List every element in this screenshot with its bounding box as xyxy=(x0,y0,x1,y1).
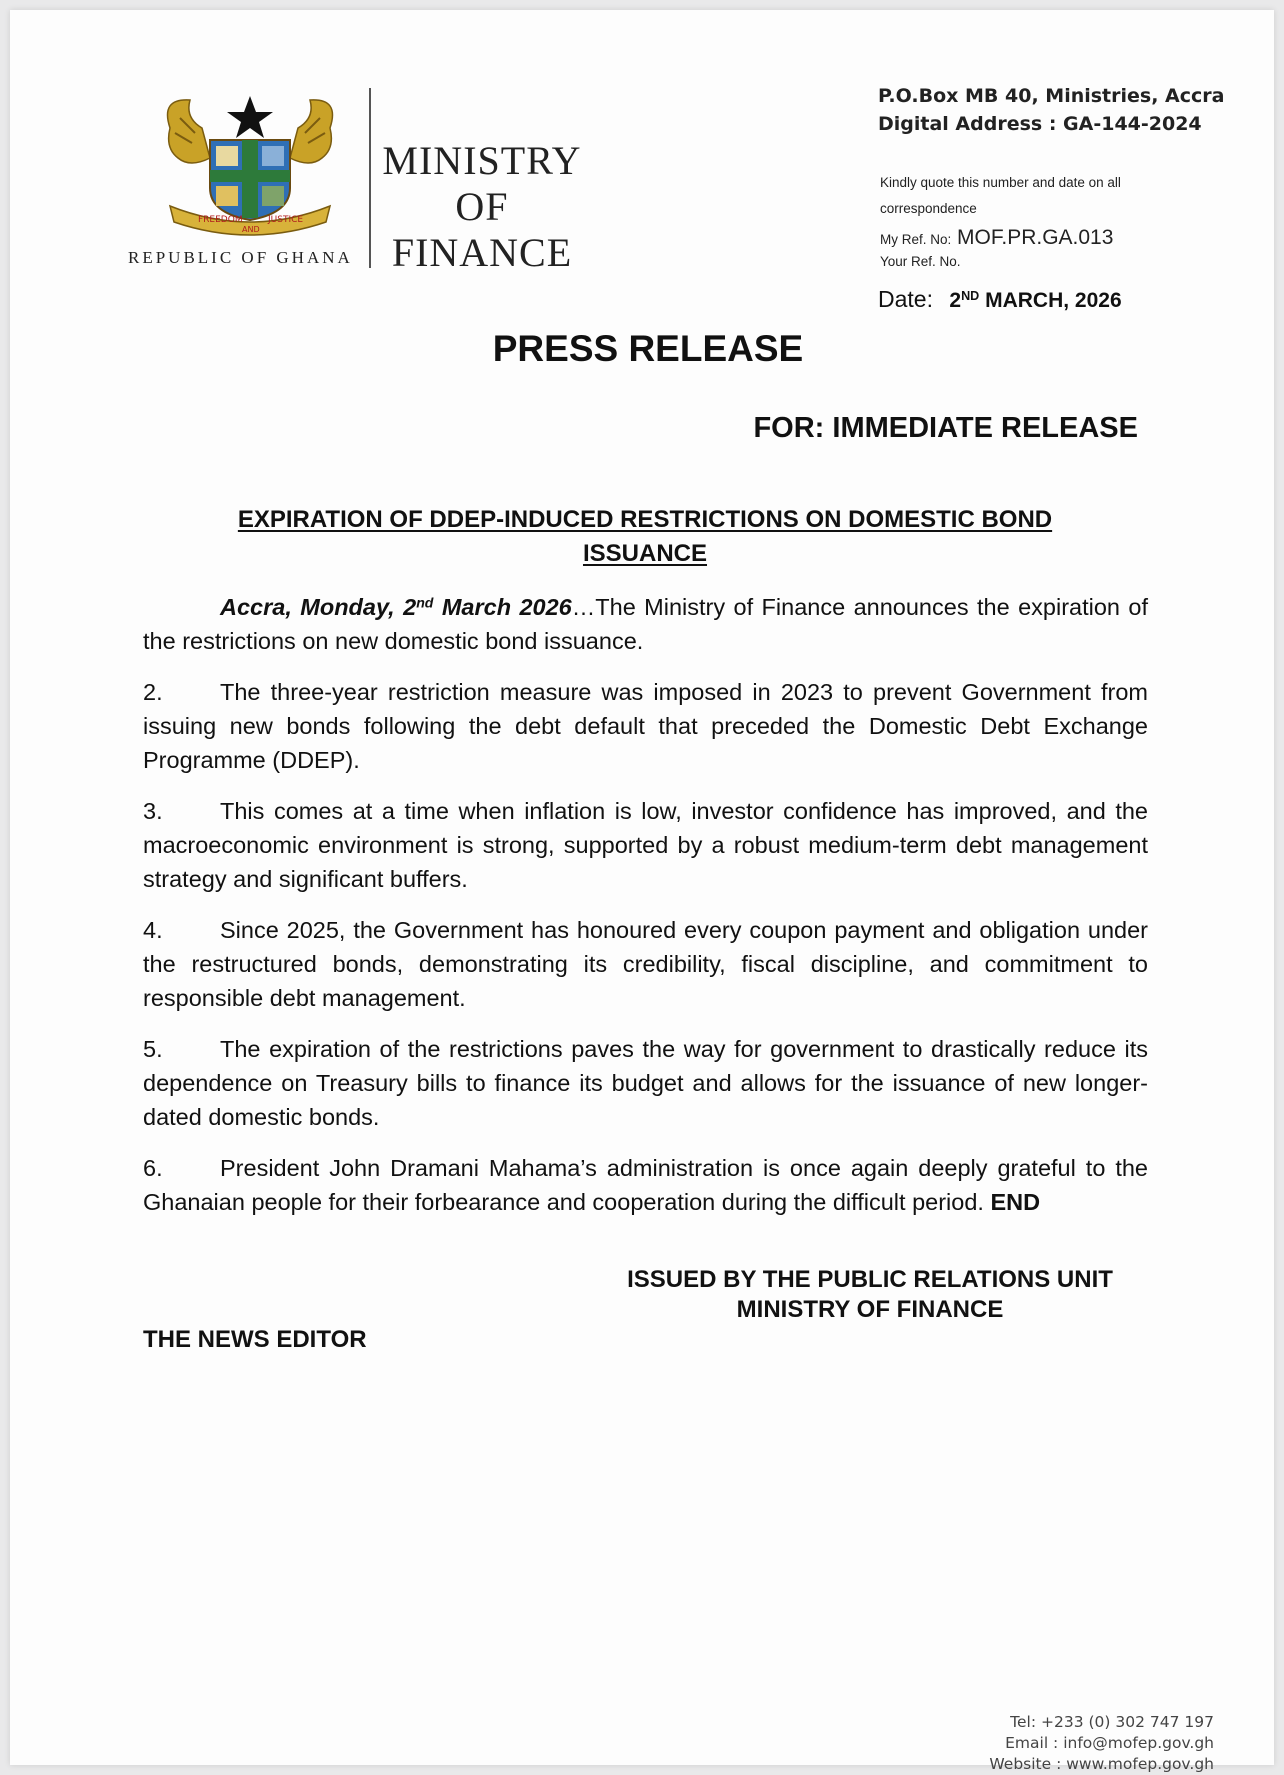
letterhead-divider xyxy=(369,88,371,268)
issued-by-line: ISSUED BY THE PUBLIC RELATIONS UNIT xyxy=(627,1266,1113,1293)
paragraph-number: 2. xyxy=(143,679,163,705)
page-title: PRESS RELEASE xyxy=(492,328,804,369)
paragraph-5: 5. The expiration of the restrictions paves the way for government to drastically reduce its dependence on Treasury bills to finance its budget and allows for the issuance of new longer-dated domestic bonds. xyxy=(143,1032,1148,1134)
postal-address xyxy=(878,82,1224,138)
paragraph-6: 6. President John Dramani Mahama’s administration is once again deeply grateful to the Ghanaian people for their forbearance and cooperation during the difficult period. END xyxy=(143,1151,1148,1219)
quote-note: Kindly quote this number and date on all correspondence xyxy=(880,175,1121,216)
ghana-coat-of-arms-logo xyxy=(150,88,350,238)
paragraph-number: 6. xyxy=(143,1155,163,1181)
paragraph-2: 2. The three-year restriction measure was imposed in 2023 to prevent Government from issuing new bonds following the debt default that preceded the Domestic Debt Exchange Programme (DDEP). xyxy=(143,675,1148,777)
my-ref-value: MOF.PR.GA.013 xyxy=(957,226,1114,249)
ministry-line: MINISTRY xyxy=(382,138,582,183)
issued-by xyxy=(610,1265,1130,1325)
paragraph-number: 4. xyxy=(143,917,163,943)
paragraph-3: 3. This comes at a time when inflation is low, investor confidence has improved, and the macroeconomic environment is strong, supported by a robust medium-term debt management strategy and significant buffers. xyxy=(143,794,1148,896)
country-name: REPUBLIC OF GHANA xyxy=(128,248,353,267)
your-ref-label: Your Ref. No. xyxy=(880,254,961,269)
end-marker: END xyxy=(990,1189,1041,1215)
address-line: P.O.Box MB 40, Ministries, Accra xyxy=(878,85,1225,107)
date-label: Date: xyxy=(878,286,933,312)
footer-contact xyxy=(989,1712,1214,1775)
paragraph-number: 5. xyxy=(143,1036,163,1062)
svg-text:FREEDOM: FREEDOM xyxy=(198,215,243,225)
headline: EXPIRATION OF DDEP-INDUCED RESTRICTIONS ON DOMESTIC BOND ISSUANCE xyxy=(237,506,1053,567)
ministry-name xyxy=(382,138,582,276)
issued-by-line: MINISTRY OF FINANCE xyxy=(736,1296,1004,1323)
release-type: FOR: IMMEDIATE RELEASE xyxy=(753,412,1138,444)
digital-address: Digital Address : GA-144-2024 xyxy=(878,113,1202,135)
press-release-body xyxy=(143,590,1148,1236)
footer-email[interactable]: Email : info@mofep.gov.gh xyxy=(1005,1734,1214,1752)
document-page xyxy=(10,10,1274,1773)
footer-tel: Tel: +233 (0) 302 747 197 xyxy=(1010,1713,1214,1731)
dateline: Accra, Monday, 2nd March 2026 xyxy=(220,594,572,620)
lead-paragraph: Accra, Monday, 2nd March 2026…The Ministry of Finance announces the expiration of the restrictions on new domestic bond issuance. xyxy=(143,594,1148,654)
my-ref-label: My Ref. No: xyxy=(880,232,952,247)
date-value: 2ND MARCH, 2026 xyxy=(949,289,1122,312)
paragraph-4: 4. Since 2025, the Government has honoured every coupon payment and obligation under the restructured bonds, demonstrating its credibility, fiscal discipline, and commitment to responsible debt management. xyxy=(143,913,1148,1015)
ministry-line: OF xyxy=(455,184,509,229)
footer-website[interactable]: Website : www.mofep.gov.gh xyxy=(989,1755,1214,1773)
ministry-line: FINANCE xyxy=(391,230,573,275)
my-ref-row xyxy=(880,226,1180,250)
svg-text:JUSTICE: JUSTICE xyxy=(268,215,304,225)
paragraph-number: 3. xyxy=(143,798,163,824)
svg-text:AND: AND xyxy=(242,225,260,234)
reference-block xyxy=(880,170,1180,269)
document-date xyxy=(878,286,1122,313)
addressee: THE NEWS EDITOR xyxy=(143,1326,367,1353)
